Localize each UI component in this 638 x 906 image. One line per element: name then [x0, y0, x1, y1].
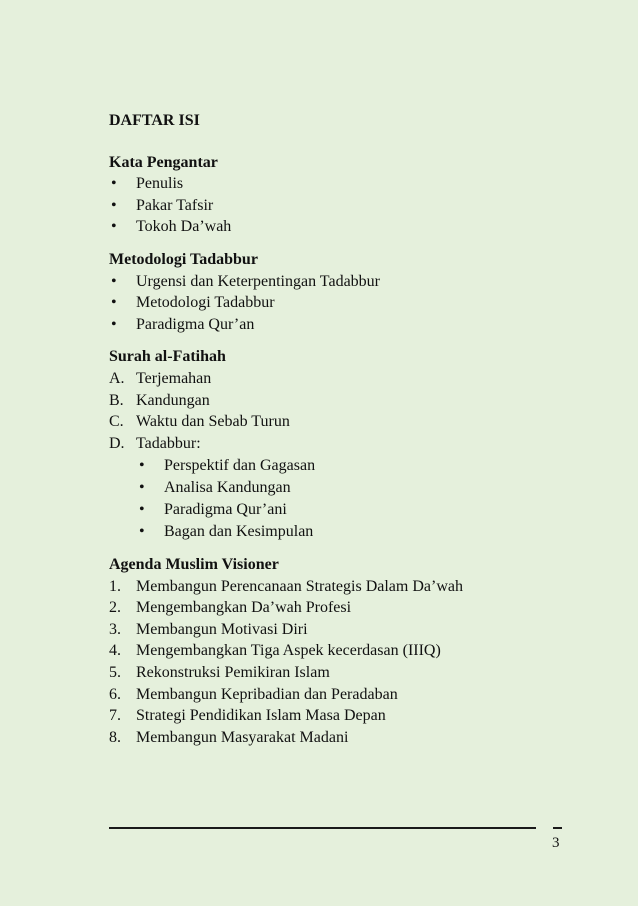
list-item: [109, 662, 579, 684]
list-item-label: Membangun Kepribadian dan Peradaban: [136, 685, 398, 703]
list-item-label: Pakar Tafsir: [136, 196, 214, 214]
sub-list-item: [109, 455, 579, 477]
list-item: [109, 390, 579, 412]
list-item: [109, 684, 579, 706]
sub-list-item-label: Analisa Kandungan: [164, 479, 291, 497]
list-item: [109, 411, 579, 433]
section-heading: Surah al-Fatihah: [109, 348, 226, 366]
page-title: DAFTAR ISI: [109, 112, 200, 129]
list-marker: D.: [109, 434, 125, 452]
section-heading: Kata Pengantar: [109, 153, 218, 171]
list-item: [109, 314, 579, 336]
bullet-icon: •: [111, 196, 117, 214]
sub-list-item: [109, 477, 579, 499]
list-marker: 7.: [109, 707, 121, 725]
list-item-label: Penulis: [136, 175, 184, 193]
list-item: [109, 216, 579, 238]
list-item: [109, 597, 579, 619]
list-item-label: Metodologi Tadabbur: [136, 294, 275, 312]
list-marker: A.: [109, 369, 125, 387]
bullet-icon: •: [111, 218, 117, 236]
list-item-label: Membangun Motivasi Diri: [136, 620, 308, 638]
bullet-list: [109, 271, 579, 336]
list-marker: B.: [109, 391, 124, 409]
list-item: [109, 195, 579, 217]
list-item-label: Tokoh Da’wah: [136, 218, 232, 236]
bullet-icon: •: [111, 315, 117, 333]
list-marker: C.: [109, 413, 124, 431]
list-item: [109, 368, 579, 390]
list-marker: 5.: [109, 664, 121, 682]
list-item: [109, 640, 579, 662]
sub-list-item: [109, 499, 579, 521]
list-item-label: Rekonstruksi Pemikiran Islam: [136, 664, 330, 682]
bullet-list: [109, 173, 579, 238]
list-marker: 4.: [109, 642, 121, 660]
list-marker: 8.: [109, 728, 121, 746]
list-item-label: Strategi Pendidikan Islam Masa Depan: [136, 707, 386, 725]
bullet-icon: •: [139, 523, 145, 541]
list-item-label: Waktu dan Sebab Turun: [136, 413, 290, 431]
list-item: [109, 619, 579, 641]
list-item: [109, 705, 579, 727]
list-item: [109, 433, 579, 455]
bullet-icon: •: [111, 294, 117, 312]
section-metodologi-tadabbur: [109, 249, 579, 335]
page-number: 3: [552, 835, 560, 851]
list-item-label: Mengembangkan Da’wah Profesi: [136, 599, 352, 617]
section-agenda-muslim-visioner: [109, 554, 579, 748]
list-item-label: Paradigma Qur’an: [136, 315, 255, 333]
list-marker: 6.: [109, 685, 121, 703]
list-item-label: Kandungan: [136, 391, 210, 409]
sub-list-item-label: Bagan dan Kesimpulan: [164, 523, 314, 541]
section-heading: Agenda Muslim Visioner: [109, 556, 279, 574]
list-item-label: Terjemahan: [136, 369, 212, 387]
list-marker: 3.: [109, 620, 121, 638]
list-marker: 1.: [109, 577, 121, 595]
list-item-label: Tadabbur:: [136, 434, 201, 452]
sub-list-item-label: Paradigma Qur’ani: [164, 501, 287, 519]
list-item: [109, 173, 579, 195]
list-marker: 2.: [109, 599, 121, 617]
bullet-icon: •: [111, 175, 117, 193]
sub-list-item-label: Perspektif dan Gagasan: [164, 456, 316, 474]
table-of-contents: [109, 110, 579, 759]
footer-rule: [109, 827, 536, 829]
lettered-list: [109, 368, 579, 454]
section-kata-pengantar: [109, 152, 579, 238]
bullet-icon: •: [111, 272, 117, 290]
list-item: [109, 576, 579, 598]
bullet-icon: •: [139, 501, 145, 519]
list-item-label: Membangun Masyarakat Madani: [136, 728, 349, 746]
sub-list-item: [109, 521, 579, 543]
list-item-label: Mengembangkan Tiga Aspek kecerdasan (IIIQ): [136, 642, 441, 660]
section-heading: Metodologi Tadabbur: [109, 250, 258, 268]
list-item-label: Membangun Perencanaan Strategis Dalam Da’wah: [136, 577, 463, 595]
list-item: [109, 727, 579, 749]
bullet-icon: •: [139, 479, 145, 497]
list-item: [109, 271, 579, 293]
nested-bullet-list: [109, 455, 579, 543]
bullet-icon: •: [139, 456, 145, 474]
list-item: [109, 292, 579, 314]
footer-rule-tick: [553, 827, 562, 829]
section-surah-al-fatihah: [109, 346, 579, 543]
list-item-label: Urgensi dan Keterpentingan Tadabbur: [136, 272, 380, 290]
numbered-list: [109, 576, 579, 749]
